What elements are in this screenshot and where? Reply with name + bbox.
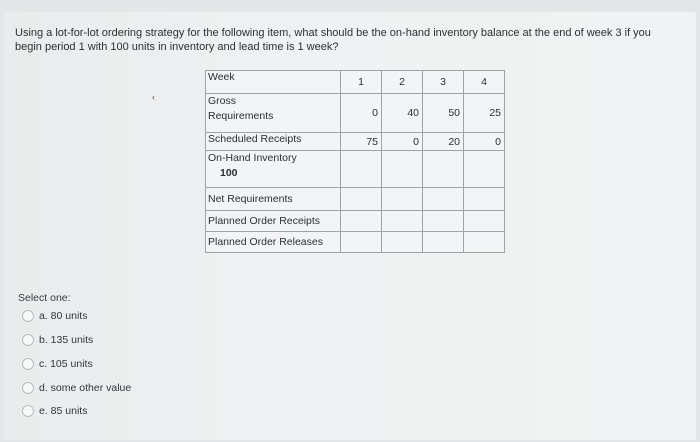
option-a[interactable] — [22, 308, 87, 324]
gross-week-3: 50 — [423, 94, 464, 133]
gross-week-1: 0 — [341, 94, 382, 133]
option-d-label[interactable]: d. some other value — [39, 382, 132, 394]
gross-requirements-row — [206, 94, 505, 133]
scheduled-receipts-row — [206, 133, 505, 151]
por-week-3 — [423, 211, 464, 232]
planned-order-receipts-label: Planned Order Receipts — [206, 211, 341, 232]
radio-icon[interactable] — [22, 358, 34, 370]
porl-week-4 — [464, 232, 505, 253]
week-2-header: 2 — [382, 71, 423, 94]
week-label: Week — [206, 71, 341, 94]
net-week-4 — [464, 188, 505, 211]
porl-week-3 — [423, 232, 464, 253]
cursor-dot: ‹ — [152, 92, 155, 102]
gross-label-line1: Gross — [208, 95, 237, 107]
on-hand-label-text: On-Hand Inventory — [208, 152, 297, 164]
onhand-week-3 — [423, 151, 464, 188]
option-d[interactable] — [22, 380, 131, 396]
gross-week-2: 40 — [382, 94, 423, 133]
scheduled-week-4: 0 — [464, 133, 505, 151]
scheduled-week-2: 0 — [382, 133, 423, 151]
on-hand-inventory-row — [206, 151, 505, 188]
week-3-header: 3 — [423, 71, 464, 94]
planned-order-receipts-row — [206, 211, 505, 232]
onhand-week-2 — [382, 151, 423, 188]
net-week-1 — [341, 188, 382, 211]
net-requirements-row — [206, 188, 505, 211]
por-week-1 — [341, 211, 382, 232]
gross-label-line2: Requirements — [208, 110, 274, 122]
scheduled-week-1: 75 — [341, 133, 382, 151]
week-1-header: 1 — [341, 71, 382, 94]
on-hand-inventory-label — [206, 151, 341, 188]
onhand-week-1 — [341, 151, 382, 188]
week-4-header: 4 — [464, 71, 505, 94]
question-text: Using a lot-for-lot ordering strategy for the following item, what should be the on-hand inventory balance at the end of week 3 if you begin period 1 with 100 units in inventory and lead time is 1 week? — [15, 27, 651, 53]
radio-icon[interactable] — [22, 405, 34, 417]
scheduled-week-3: 20 — [423, 133, 464, 151]
net-week-3 — [423, 188, 464, 211]
porl-week-2 — [382, 232, 423, 253]
net-week-2 — [382, 188, 423, 211]
option-c-label[interactable]: c. 105 units — [39, 358, 93, 370]
gross-week-4: 25 — [464, 94, 505, 133]
option-e-label[interactable]: e. 85 units — [39, 405, 88, 417]
select-one-label: Select one: — [18, 292, 71, 304]
option-b[interactable] — [22, 332, 93, 348]
planned-order-releases-label: Planned Order Releases — [206, 232, 341, 253]
option-e[interactable] — [22, 403, 87, 419]
on-hand-initial-value: 100 — [220, 167, 238, 179]
week-row — [206, 71, 505, 94]
net-requirements-label: Net Requirements — [206, 188, 341, 211]
radio-icon[interactable] — [22, 334, 34, 346]
onhand-week-4 — [464, 151, 505, 188]
option-a-label[interactable]: a. 80 units — [39, 310, 88, 322]
option-b-label[interactable]: b. 135 units — [39, 334, 94, 346]
por-week-4 — [464, 211, 505, 232]
planned-order-releases-row — [206, 232, 505, 253]
porl-week-1 — [341, 232, 382, 253]
option-c[interactable] — [22, 356, 93, 372]
mrp-table — [205, 70, 505, 253]
por-week-2 — [382, 211, 423, 232]
radio-icon[interactable] — [22, 310, 34, 322]
radio-icon[interactable] — [22, 382, 34, 394]
gross-requirements-label — [206, 94, 341, 133]
scheduled-receipts-label: Scheduled Receipts — [206, 133, 341, 151]
